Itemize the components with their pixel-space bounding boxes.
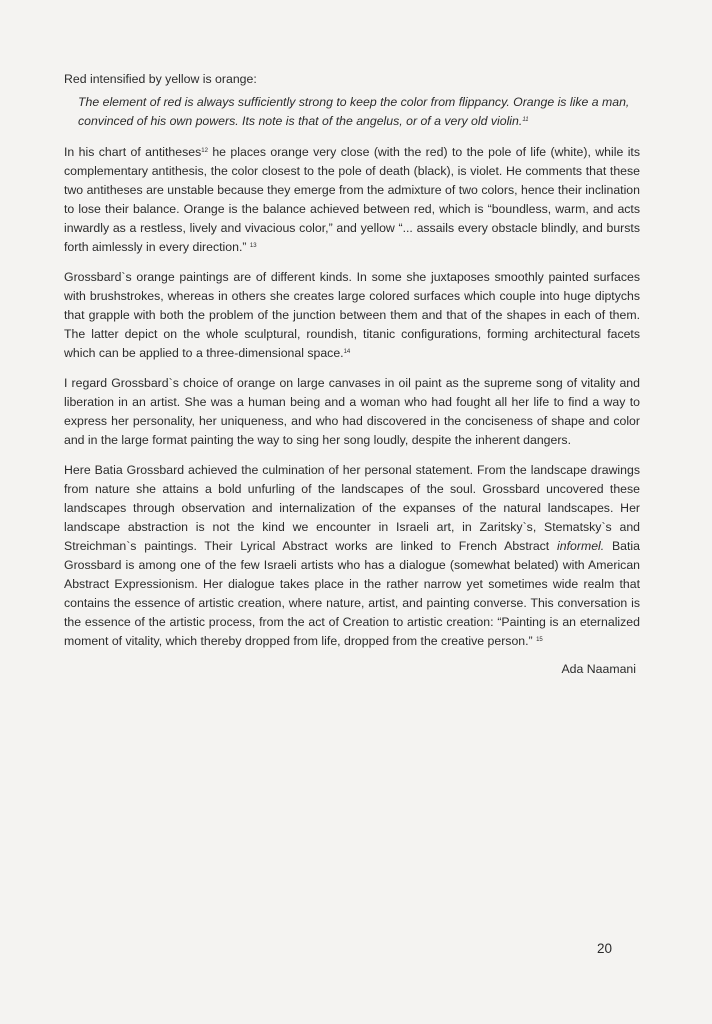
footnote-ref-11: 11 [522,117,529,123]
intro-line: Red intensified by yellow is orange: [64,72,257,86]
paragraph-text: he places orange very close (with the red) to the pole of life (white), while its complementary antithesis, the color closest to the pole of death (black), is violet. He comments that these two antitheses are unstable because they emerge from the admixture of two colors, hence their inclination to lose their balance. Orange is the balance achieved between red, which is “boundless, warm, and acts inwardly as a restless, lively and vivacious color,” and yellow “... assails every obstacle blindly, and bursts forth aimlessly in every direction.” [64,145,640,254]
paragraph-antitheses [64,143,640,257]
author-signature: Ada Naamani [561,662,636,676]
page-number: 20 [596,941,612,956]
block-quote [78,93,640,131]
paragraph-culmination [64,461,640,651]
italic-term: informel. [557,539,605,553]
quote-text: The element of red is always sufficiently strong to keep the color from flippancy. Orange is like a man, convinced of his own powers. Its note is that of the angelus, or of a very old violin. [78,95,630,128]
footnote-ref-14: 14 [343,349,351,355]
footnote-ref-15: 15 [536,637,543,643]
paragraph-vitality: I regard Grossbard`s choice of orange on large canvases in oil paint as the supreme song of vitality and liberation in an artist. She was a human being and a woman who had fought all her life to find a way to express her personality, her uniqueness, and who had discovered in the conciseness of shape and color and in the large format painting the way to sing her song loudly, despite the inherent dangers. [64,376,640,447]
paragraph-text: In his chart of antitheses [64,145,202,159]
footnote-ref-12: 12 [201,148,208,154]
paragraph-orange-paintings [64,268,640,363]
paragraph-text: Grossbard`s orange paintings are of different kinds. In some she juxtaposes smoothly painted surfaces with brushstrokes, whereas in others she creates large colored surfaces which couple into huge diptychs that grapple with both the problem of the junction between them and that of the shapes in each of them. The latter depict on the whole sculptural, roundish, titanic configurations, forming architectural facets which can be applied to a three-dimensional space. [64,270,640,360]
footnote-ref-13: 13 [249,243,257,249]
paragraph-text: Here Batia Grossbard achieved the culmination of her personal statement. From the landscape drawings from nature she attains a bold unfurling of the landscapes of the soul. Grossbard uncovered these landscapes through observation and internalization of the expanses of the natural landscapes. Her landscape abstraction is not the kind we encounter in Israeli art, in Zaritsky`s, Stematsky`s and Streichman`s paintings. Their Lyrical Abstract works are linked to French Abstract [64,463,640,553]
paragraph-text: Batia Grossbard is among one of the few Israeli artists who has a dialogue (somewhat belated) with American Abstract Expressionism. Her dialogue takes place in the rather narrow yet sometimes wide realm that contains the essence of artistic creation, where nature, artist, and painting converse. This conversation is the essence of the artistic process, from the act of Creation to artistic creation: “Painting is an eternalized moment of vitality, which thereby dropped from life, dropped from the creative person.” [64,539,641,648]
